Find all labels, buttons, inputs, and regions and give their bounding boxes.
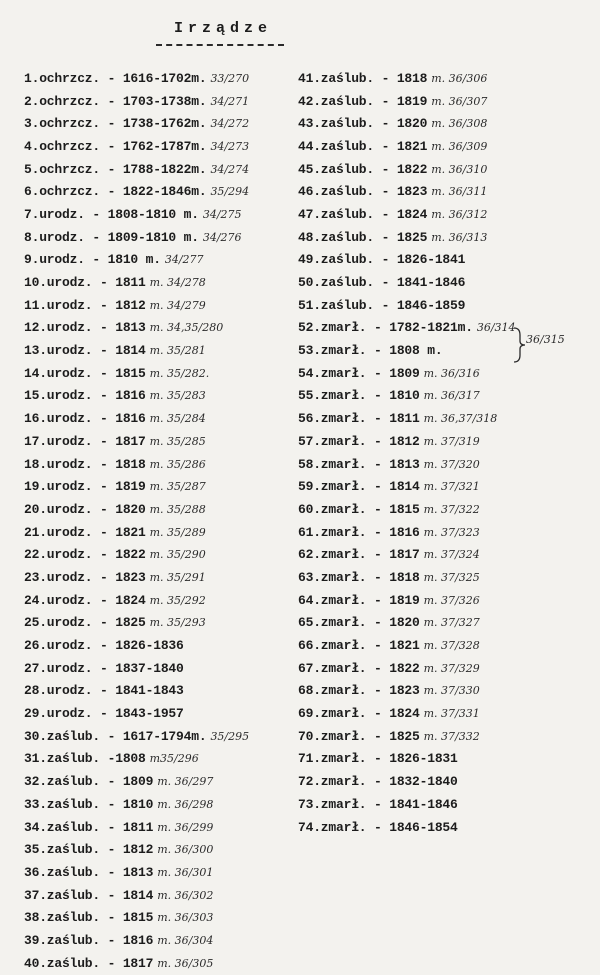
entry-handwritten-note: m. 36/303 xyxy=(157,911,214,925)
register-entry xyxy=(24,180,296,203)
register-entry xyxy=(298,725,594,748)
entry-handwritten-note: m. 35/290 xyxy=(149,548,206,562)
entry-typed-text: 32.zaślub. - 1809 xyxy=(24,774,154,790)
register-entry xyxy=(298,67,594,90)
entry-typed-text: 34.zaślub. - 1811 xyxy=(24,819,154,835)
entry-handwritten-note: m. 37/325 xyxy=(423,570,480,584)
entry-typed-text: 35.zaślub. - 1812 xyxy=(24,842,154,858)
entry-typed-text: 63.zmarł. - 1818 xyxy=(298,569,420,585)
register-entry xyxy=(24,226,296,249)
entry-typed-text: 44.zaślub. - 1821 xyxy=(298,138,428,154)
entry-typed-text: 11.urodz. - 1812 xyxy=(24,297,146,313)
entry-handwritten-note: m. 36/298 xyxy=(157,797,214,811)
entry-handwritten-note: 36/314 xyxy=(476,321,516,335)
entry-typed-text: 74.zmarł. - 1846-1854 xyxy=(298,819,458,835)
entry-handwritten-note: m. 35/283 xyxy=(149,389,206,403)
register-entry xyxy=(298,271,594,294)
entry-typed-text: 16.urodz. - 1816 xyxy=(24,411,146,427)
entry-typed-text: 12.urodz. - 1813 xyxy=(24,320,146,336)
register-entry xyxy=(24,475,296,498)
register-entry xyxy=(24,249,296,272)
register-entry xyxy=(298,90,594,113)
brace-note: 36/315 xyxy=(526,333,565,346)
register-entry xyxy=(24,702,296,725)
entry-handwritten-note: 35/294 xyxy=(210,185,250,199)
entry-typed-text: 36.zaślub. - 1813 xyxy=(24,864,154,880)
entry-typed-text: 40.zaślub. - 1817 xyxy=(24,955,154,971)
register-entry xyxy=(298,135,594,158)
entry-typed-text: 18.urodz. - 1818 xyxy=(24,456,146,472)
entry-typed-text: 10.urodz. - 1811 xyxy=(24,275,146,291)
register-entry xyxy=(24,657,296,680)
entry-handwritten-note: m. 37/329 xyxy=(423,661,480,675)
entry-handwritten-note: m. 34/278 xyxy=(149,276,206,290)
register-entry xyxy=(24,90,296,113)
entry-handwritten-note: m. 36/308 xyxy=(431,117,488,131)
register-entry xyxy=(24,589,296,612)
entry-typed-text: 7.urodz. - 1808-1810 m. xyxy=(24,206,199,222)
entry-typed-text: 68.zmarł. - 1823 xyxy=(298,683,420,699)
register-entry xyxy=(298,430,594,453)
entry-handwritten-note: 34/275 xyxy=(202,207,242,221)
entry-typed-text: 66.zmarł. - 1821 xyxy=(298,638,420,654)
entry-typed-text: 19.urodz. - 1819 xyxy=(24,479,146,495)
entry-handwritten-note: m. 34/279 xyxy=(149,298,206,312)
entry-typed-text: 73.zmarł. - 1841-1846 xyxy=(298,796,458,812)
register-entry xyxy=(298,407,594,430)
page-title: Irządze xyxy=(173,20,272,37)
register-entry xyxy=(24,294,296,317)
register-entry xyxy=(298,385,594,408)
entry-handwritten-note: m. 35/288 xyxy=(149,502,206,516)
entry-typed-text: 6.ochrzcz. - 1822-1846m. xyxy=(24,184,207,200)
entry-typed-text: 69.zmarł. - 1824 xyxy=(298,706,420,722)
entry-typed-text: 30.zaślub. - 1617-1794m. xyxy=(24,728,207,744)
entry-typed-text: 9.urodz. - 1810 m. xyxy=(24,252,161,268)
entry-typed-text: 14.urodz. - 1815 xyxy=(24,365,146,381)
entry-handwritten-note: m. 36/301 xyxy=(157,865,214,879)
entry-typed-text: 38.zaślub. - 1815 xyxy=(24,910,154,926)
entry-handwritten-note: m. 35/293 xyxy=(149,616,206,630)
entry-handwritten-note: m. 36/317 xyxy=(423,389,480,403)
entry-typed-text: 15.urodz. - 1816 xyxy=(24,388,146,404)
register-entry xyxy=(298,770,594,793)
register-entry xyxy=(298,498,594,521)
register-entry xyxy=(298,249,594,272)
entry-typed-text: 59.zmarł. - 1814 xyxy=(298,479,420,495)
entry-handwritten-note: m35/296 xyxy=(149,752,199,766)
entry-handwritten-note: m. 35/285 xyxy=(149,434,206,448)
register-entry xyxy=(24,362,296,385)
brace-annotation xyxy=(512,327,582,363)
left-column xyxy=(24,67,296,975)
entry-handwritten-note: m. 37/328 xyxy=(423,639,480,653)
entry-handwritten-note: 33/270 xyxy=(210,71,250,85)
entry-handwritten-note: m. 36/302 xyxy=(157,888,214,902)
register-entry xyxy=(24,521,296,544)
entry-handwritten-note: 34/276 xyxy=(202,230,242,244)
entry-typed-text: 26.urodz. - 1826-1836 xyxy=(24,638,184,654)
register-entry xyxy=(24,612,296,635)
entry-handwritten-note: m. 36/307 xyxy=(431,94,488,108)
register-entry xyxy=(298,566,594,589)
entry-typed-text: 42.zaślub. - 1819 xyxy=(298,93,428,109)
entry-handwritten-note: m. 35/281 xyxy=(149,344,206,358)
register-entry xyxy=(24,884,296,907)
entry-handwritten-note: 34/273 xyxy=(210,139,250,153)
entry-typed-text: 3.ochrzcz. - 1738-1762m. xyxy=(24,116,207,132)
entry-handwritten-note: m. 37/321 xyxy=(423,480,480,494)
register-entry xyxy=(24,135,296,158)
entry-handwritten-note: m. 37/326 xyxy=(423,593,480,607)
register-entry xyxy=(24,67,296,90)
entry-typed-text: 57.zmarł. - 1812 xyxy=(298,433,420,449)
register-entry xyxy=(298,521,594,544)
entry-typed-text: 17.urodz. - 1817 xyxy=(24,433,146,449)
entry-typed-text: 53.zmarł. - 1808 m. xyxy=(298,343,443,359)
entry-typed-text: 71.zmarł. - 1826-1831 xyxy=(298,751,458,767)
entry-typed-text: 25.urodz. - 1825 xyxy=(24,615,146,631)
entry-typed-text: 37.zaślub. - 1814 xyxy=(24,887,154,903)
entry-handwritten-note: m. 35/291 xyxy=(149,570,206,584)
register-entry xyxy=(298,680,594,703)
register-entry xyxy=(24,430,296,453)
entry-typed-text: 65.zmarł. - 1820 xyxy=(298,615,420,631)
register-entry xyxy=(298,226,594,249)
entry-handwritten-note: m. 37/322 xyxy=(423,502,480,516)
entry-typed-text: 13.urodz. - 1814 xyxy=(24,343,146,359)
entry-handwritten-note: m. 37/320 xyxy=(423,457,480,471)
right-column xyxy=(298,67,594,838)
entry-handwritten-note: m. 36/312 xyxy=(431,207,488,221)
entry-typed-text: 50.zaślub. - 1841-1846 xyxy=(298,275,466,291)
entry-typed-text: 27.urodz. - 1837-1840 xyxy=(24,660,184,676)
entry-handwritten-note: m. 36/299 xyxy=(157,820,214,834)
register-entry xyxy=(24,566,296,589)
entry-handwritten-note: m. 35/282. xyxy=(149,366,210,380)
register-entry xyxy=(24,271,296,294)
entry-typed-text: 49.zaślub. - 1826-1841 xyxy=(298,252,466,268)
register-entry xyxy=(298,816,594,839)
entry-typed-text: 56.zmarł. - 1811 xyxy=(298,411,420,427)
register-entry xyxy=(298,158,594,181)
entry-handwritten-note: 34/274 xyxy=(210,162,250,176)
entry-handwritten-note: m. 35/284 xyxy=(149,412,206,426)
entry-handwritten-note: m. 36/316 xyxy=(423,366,480,380)
entry-handwritten-note: m. 37/330 xyxy=(423,684,480,698)
entry-handwritten-note: m. 35/292 xyxy=(149,593,206,607)
entry-handwritten-note: m. 36/306 xyxy=(431,71,488,85)
entry-handwritten-note: m. 35/286 xyxy=(149,457,206,471)
entry-typed-text: 54.zmarł. - 1809 xyxy=(298,365,420,381)
register-entry xyxy=(24,680,296,703)
register-entry xyxy=(298,702,594,725)
register-entry xyxy=(298,203,594,226)
register-entry xyxy=(298,634,594,657)
register-entry xyxy=(24,385,296,408)
entry-handwritten-note: 35/295 xyxy=(210,729,250,743)
register-entry xyxy=(298,112,594,135)
entry-typed-text: 41.zaślub. - 1818 xyxy=(298,70,428,86)
entry-typed-text: 5.ochrzcz. - 1788-1822m. xyxy=(24,161,207,177)
register-entry xyxy=(24,929,296,952)
entry-typed-text: 55.zmarł. - 1810 xyxy=(298,388,420,404)
entry-typed-text: 46.zaślub. - 1823 xyxy=(298,184,428,200)
register-entry xyxy=(24,112,296,135)
entry-handwritten-note: m. 36/313 xyxy=(431,230,488,244)
register-entry xyxy=(298,612,594,635)
entry-handwritten-note: m. 35/287 xyxy=(149,480,206,494)
entry-typed-text: 8.urodz. - 1809-1810 m. xyxy=(24,229,199,245)
register-entry xyxy=(24,861,296,884)
entry-handwritten-note: m. 34,35/280 xyxy=(149,321,224,335)
register-entry xyxy=(298,543,594,566)
entry-typed-text: 33.zaślub. - 1810 xyxy=(24,796,154,812)
register-entry xyxy=(298,657,594,680)
entry-handwritten-note: m. 36/305 xyxy=(157,956,214,970)
entry-typed-text: 64.zmarł. - 1819 xyxy=(298,592,420,608)
entry-handwritten-note: m. 37/323 xyxy=(423,525,480,539)
entry-typed-text: 39.zaślub. - 1816 xyxy=(24,932,154,948)
entry-typed-text: 43.zaślub. - 1820 xyxy=(298,116,428,132)
register-entry xyxy=(24,634,296,657)
entry-handwritten-note: m. 36/311 xyxy=(431,185,488,199)
entry-typed-text: 23.urodz. - 1823 xyxy=(24,569,146,585)
entry-handwritten-note: m. 37/324 xyxy=(423,548,480,562)
entry-handwritten-note: m. 36/297 xyxy=(157,775,214,789)
register-entry xyxy=(24,816,296,839)
title-underline xyxy=(156,44,284,46)
entry-handwritten-note: m. 35/289 xyxy=(149,525,206,539)
entry-typed-text: 61.zmarł. - 1816 xyxy=(298,524,420,540)
register-entry xyxy=(298,294,594,317)
register-entry xyxy=(298,589,594,612)
entry-typed-text: 67.zmarł. - 1822 xyxy=(298,660,420,676)
register-entry xyxy=(298,453,594,476)
register-entry xyxy=(24,317,296,340)
register-entry xyxy=(24,158,296,181)
entry-typed-text: 29.urodz. - 1843-1957 xyxy=(24,706,184,722)
register-entry xyxy=(298,475,594,498)
entry-handwritten-note: 34/271 xyxy=(210,94,250,108)
entry-handwritten-note: m. 36/300 xyxy=(157,843,214,857)
register-entry xyxy=(298,180,594,203)
entry-typed-text: 70.zmarł. - 1825 xyxy=(298,728,420,744)
entry-typed-text: 47.zaślub. - 1824 xyxy=(298,206,428,222)
register-entry xyxy=(298,748,594,771)
entry-handwritten-note: m. 36,37/318 xyxy=(423,412,498,426)
entry-handwritten-note: m. 37/327 xyxy=(423,616,480,630)
register-entry xyxy=(24,453,296,476)
register-entry xyxy=(24,793,296,816)
entry-typed-text: 2.ochrzcz. - 1703-1738m. xyxy=(24,93,207,109)
register-entry xyxy=(24,339,296,362)
entry-typed-text: 31.zaślub. -1808 xyxy=(24,751,146,767)
register-entry xyxy=(298,362,594,385)
register-entry xyxy=(24,838,296,861)
register-entry xyxy=(24,407,296,430)
entry-typed-text: 51.zaślub. - 1846-1859 xyxy=(298,297,466,313)
register-entry xyxy=(24,770,296,793)
register-entry xyxy=(24,725,296,748)
register-entry xyxy=(24,498,296,521)
entry-handwritten-note: m. 36/304 xyxy=(157,933,214,947)
entry-typed-text: 62.zmarł. - 1817 xyxy=(298,547,420,563)
register-entry xyxy=(24,543,296,566)
entry-typed-text: 48.zaślub. - 1825 xyxy=(298,229,428,245)
entry-typed-text: 22.urodz. - 1822 xyxy=(24,547,146,563)
entry-typed-text: 45.zaślub. - 1822 xyxy=(298,161,428,177)
entry-handwritten-note: 34/272 xyxy=(210,117,250,131)
entry-typed-text: 4.ochrzcz. - 1762-1787m. xyxy=(24,138,207,154)
entry-handwritten-note: m. 36/310 xyxy=(431,162,488,176)
entry-handwritten-note: 34/277 xyxy=(164,253,204,267)
entry-typed-text: 1.ochrzcz. - 1616-1702m. xyxy=(24,70,207,86)
register-entry xyxy=(24,952,296,975)
entry-typed-text: 58.zmarł. - 1813 xyxy=(298,456,420,472)
entry-typed-text: 21.urodz. - 1821 xyxy=(24,524,146,540)
entry-typed-text: 20.urodz. - 1820 xyxy=(24,501,146,517)
entry-handwritten-note: m. 37/331 xyxy=(423,707,480,721)
entry-typed-text: 24.urodz. - 1824 xyxy=(24,592,146,608)
entry-handwritten-note: m. 37/332 xyxy=(423,729,480,743)
entry-typed-text: 60.zmarł. - 1815 xyxy=(298,501,420,517)
register-entry xyxy=(24,906,296,929)
register-entry xyxy=(298,793,594,816)
register-entry xyxy=(24,203,296,226)
register-entry xyxy=(24,748,296,771)
entry-handwritten-note: m. 37/319 xyxy=(423,434,480,448)
entry-typed-text: 52.zmarł. - 1782-1821m. xyxy=(298,320,473,336)
entry-typed-text: 28.urodz. - 1841-1843 xyxy=(24,683,184,699)
entry-typed-text: 72.zmarł. - 1832-1840 xyxy=(298,774,458,790)
entry-handwritten-note: m. 36/309 xyxy=(431,139,488,153)
